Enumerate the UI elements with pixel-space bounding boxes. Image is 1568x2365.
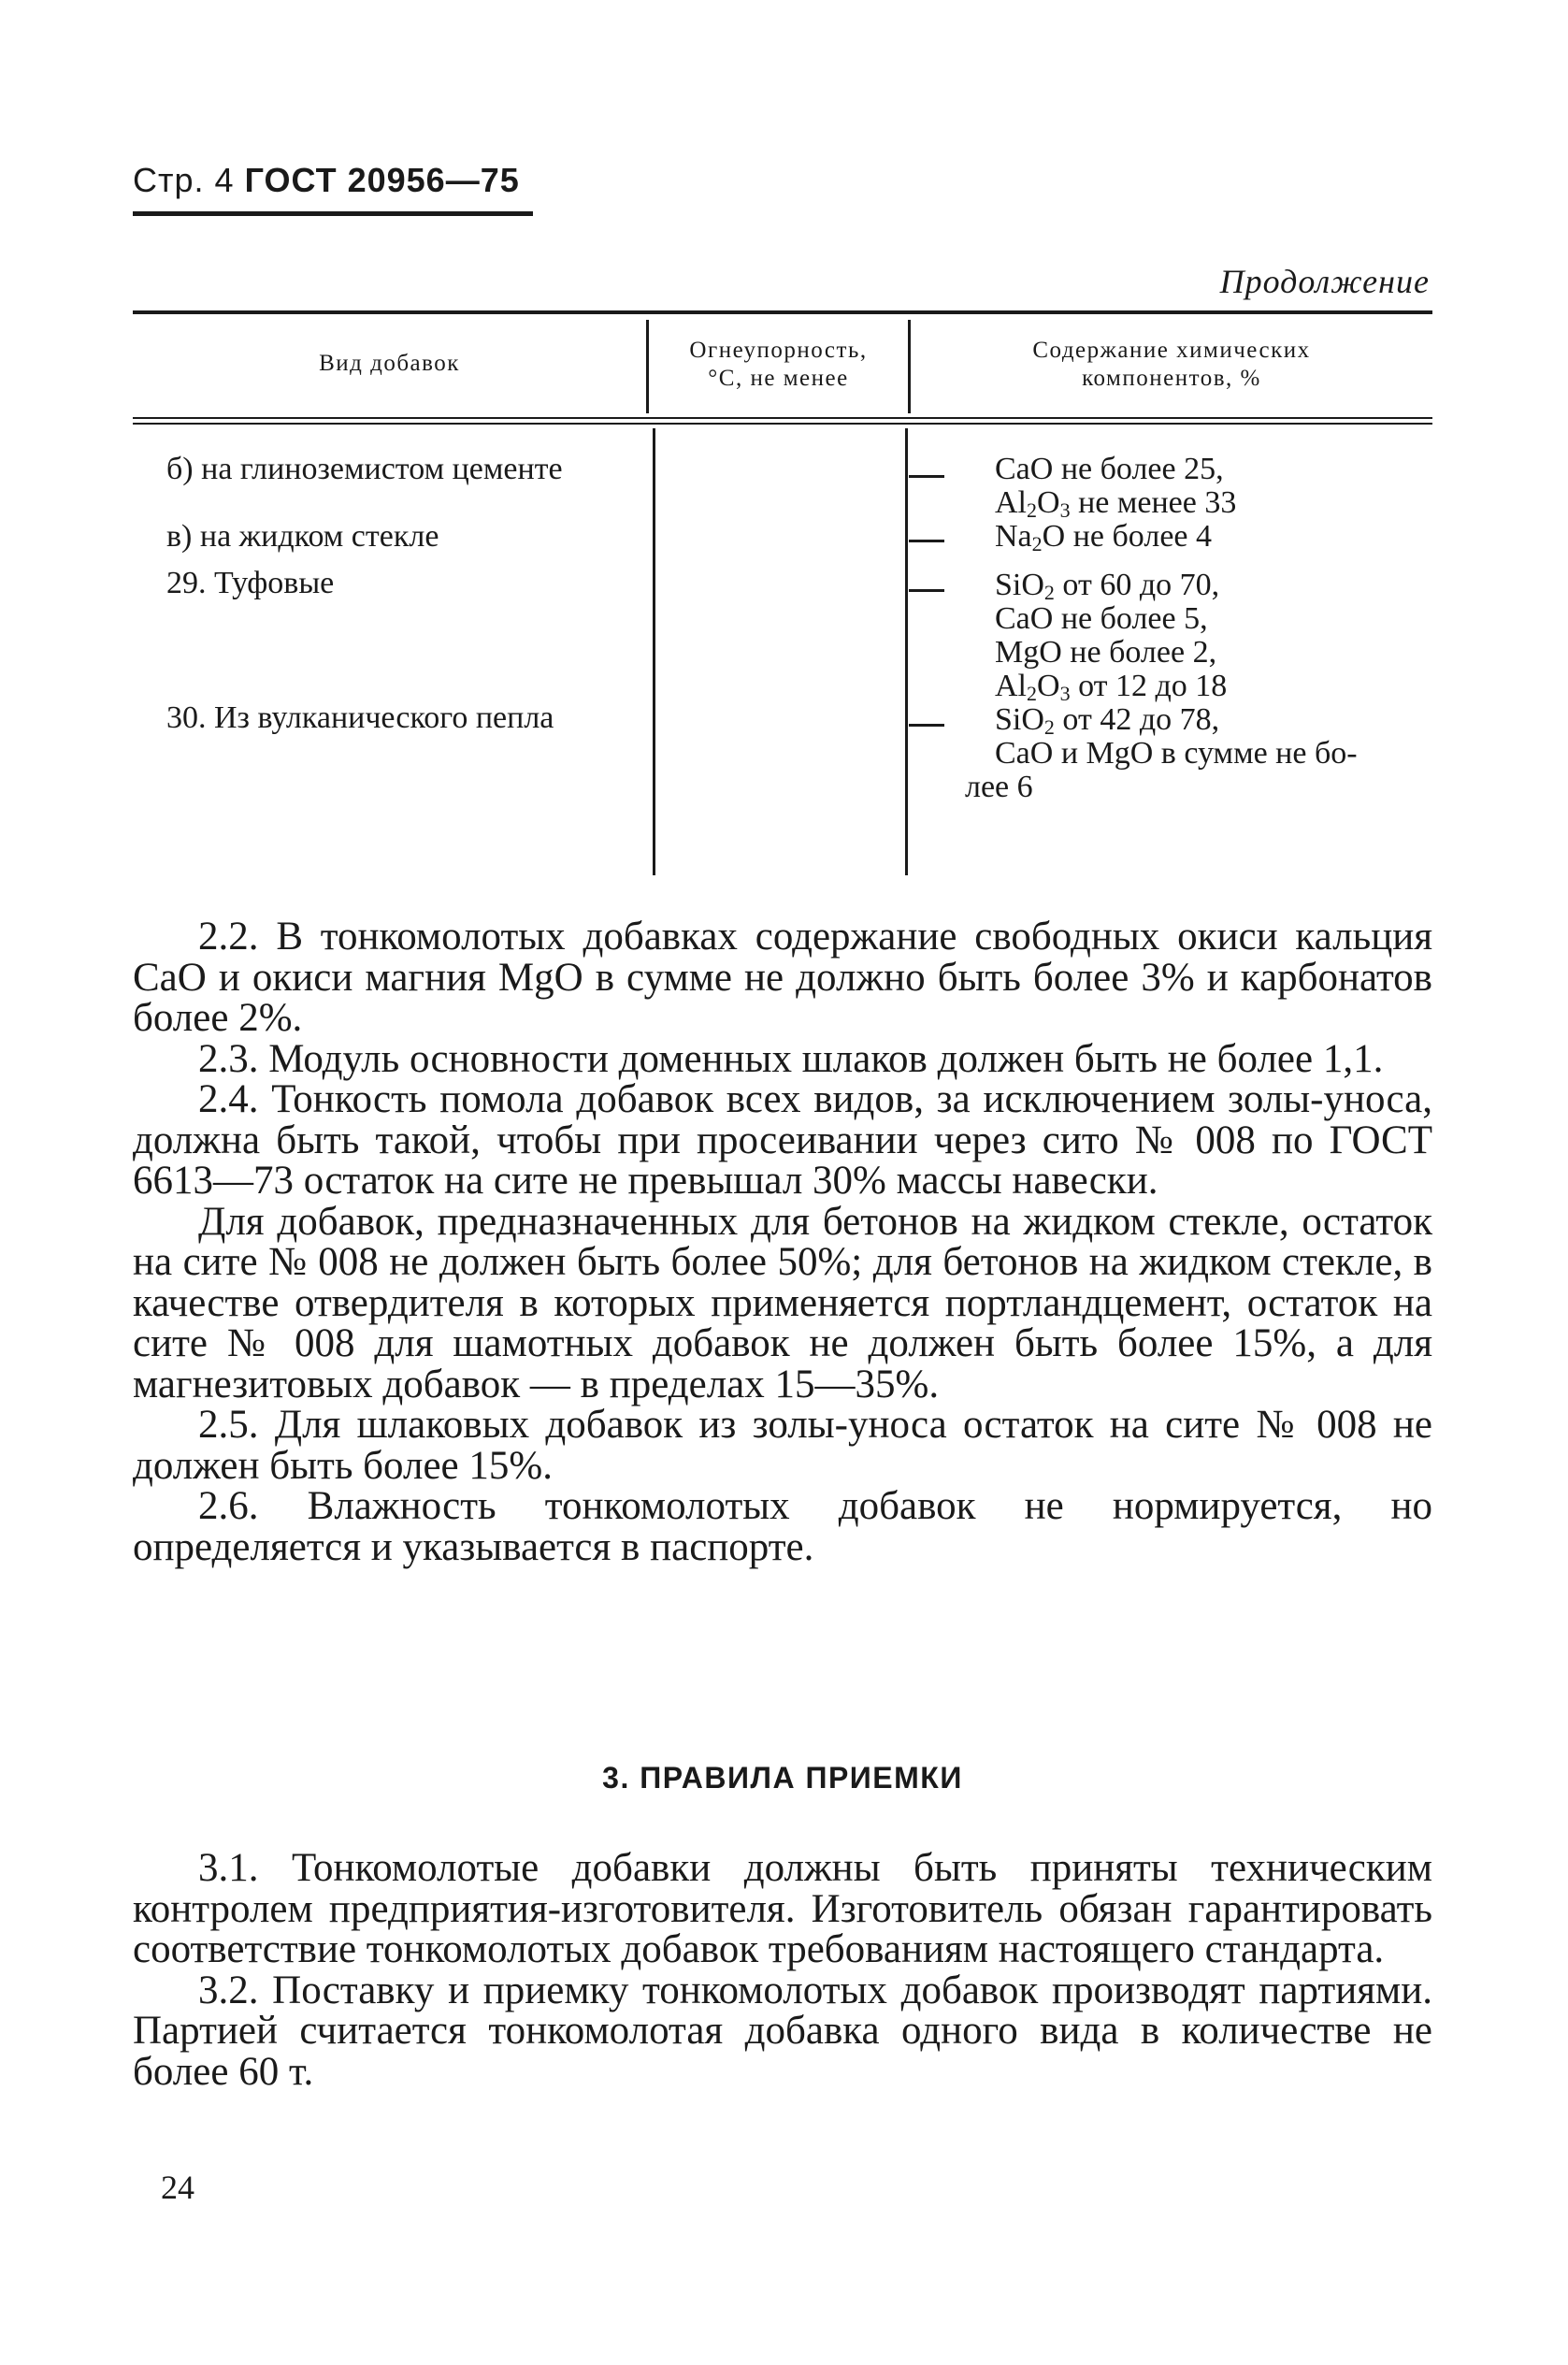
continuation-label: Продолжение (1219, 263, 1430, 300)
header-col2-line2: °С, не менее (708, 366, 849, 391)
row-name: в) на жидком стекле (166, 519, 439, 554)
header-rule-2 (133, 423, 1432, 425)
row-chem (956, 453, 1432, 520)
paragraph: Для добавок, предназначенных для бетонов на жидком стекле, остаток на сите № 008 не должен быть более 50%; для бетонов на жидком стекле, в качестве отвердителя в которых применяется портландцемент, остаток на сите № 008 для шамотных добавок не должен быть более 15%, а для магнезитовых добавок — в пределах 15—35%. (133, 1199, 1432, 1406)
header-col3-line2: компонентов, % (1082, 366, 1261, 391)
paragraph: 3.1. Тонкомолотые добавки должны быть приняты техническим контролем предприятия-изготовителя. Изготовитель обязан гарантировать соответствие тонкомолотых добавок требованиям настоящего стандарта. (133, 1846, 1432, 1971)
column-divider-2 (905, 428, 908, 875)
paragraph: 2.6. Влажность тонкомолотых добавок не нормируется, но определяется и указывается в паспорте. (133, 1484, 1432, 1569)
chem-line: $Al_2O_3$ от 12 до 18 (995, 669, 1228, 705)
row-name: 29. Туфовые (166, 566, 335, 600)
header-rule (133, 211, 533, 216)
chem-line: CaO не более 5, (995, 601, 1208, 636)
chem-line: SiO$_2$ от 42 до 78, (995, 702, 1220, 739)
header-col3 (911, 337, 1432, 393)
paragraph: 2.2. В тонкомолотых добавках содержание свободных окиси кальция СаО и окиси магния MgO в сумме не должно быть более 3% и карбонатов более 2%. (133, 915, 1432, 1040)
chem-line: SiO$_2$ от 60 до 70, (995, 568, 1220, 604)
header-rule-1 (133, 417, 1432, 419)
row-name: б) на глиноземистом цементе (166, 452, 563, 486)
standard-number: ГОСТ 20956—75 (244, 161, 520, 199)
row-name: 30. Из вулканического пепла (166, 700, 554, 735)
row-dash (909, 540, 944, 542)
header-col1: Вид добавок (319, 351, 460, 376)
chem-line: $Al_2O_3$ не менее 33 (995, 485, 1237, 522)
row-chem (956, 569, 1432, 703)
header-col2 (649, 337, 908, 393)
section-body (133, 1848, 1432, 2092)
paragraph: 2.3. Модуль основности доменных шлаков должен быть не более 1,1. (198, 1036, 1384, 1081)
page-label: Стр. 4 (133, 161, 235, 199)
row-chem (956, 520, 1432, 554)
section-title: 3. ПРАВИЛА ПРИЕМКИ (602, 1761, 963, 1795)
row-chem (956, 703, 1432, 804)
row-dash (909, 724, 944, 727)
table-top-rule (133, 310, 1432, 314)
paragraph: 3.2. Поставку и приемку тонкомолотых добавок производят партиями. Партией считается тонкомолотая добавка одного вида в количестве не более 60 т. (133, 1968, 1432, 2094)
additives-table (133, 310, 1432, 875)
chem-line: MgO не более 2, (995, 635, 1217, 670)
paragraph: 2.4. Тонкость помола добавок всех видов, за исключением золы-уноса, должна быть такой, чтобы при просеивании через сито № 008 по ГОСТ 6613—73 остаток на сите не превышал 30% массы навески. (133, 1077, 1432, 1203)
page-number: 24 (161, 2169, 194, 2206)
chem-line: $Na_2O$ не более 4 (995, 519, 1212, 555)
body-text (133, 916, 1432, 1567)
row-dash (909, 475, 944, 478)
running-head (133, 161, 520, 200)
paragraph: 2.5. Для шлаковых добавок из золы-уноса остаток на сите № 008 не должен быть более 15%. (133, 1403, 1432, 1488)
header-col3-line1: Содержание химических (1032, 338, 1311, 363)
header-col2-line1: Огнеупорность, (689, 338, 868, 363)
column-divider-1 (653, 428, 655, 875)
chem-line: CaO не более 25, (995, 452, 1224, 486)
chem-line: лее 6 (965, 770, 1033, 804)
row-dash (909, 589, 944, 592)
chem-line: CaO и MgO в сумме не бо- (995, 736, 1358, 771)
